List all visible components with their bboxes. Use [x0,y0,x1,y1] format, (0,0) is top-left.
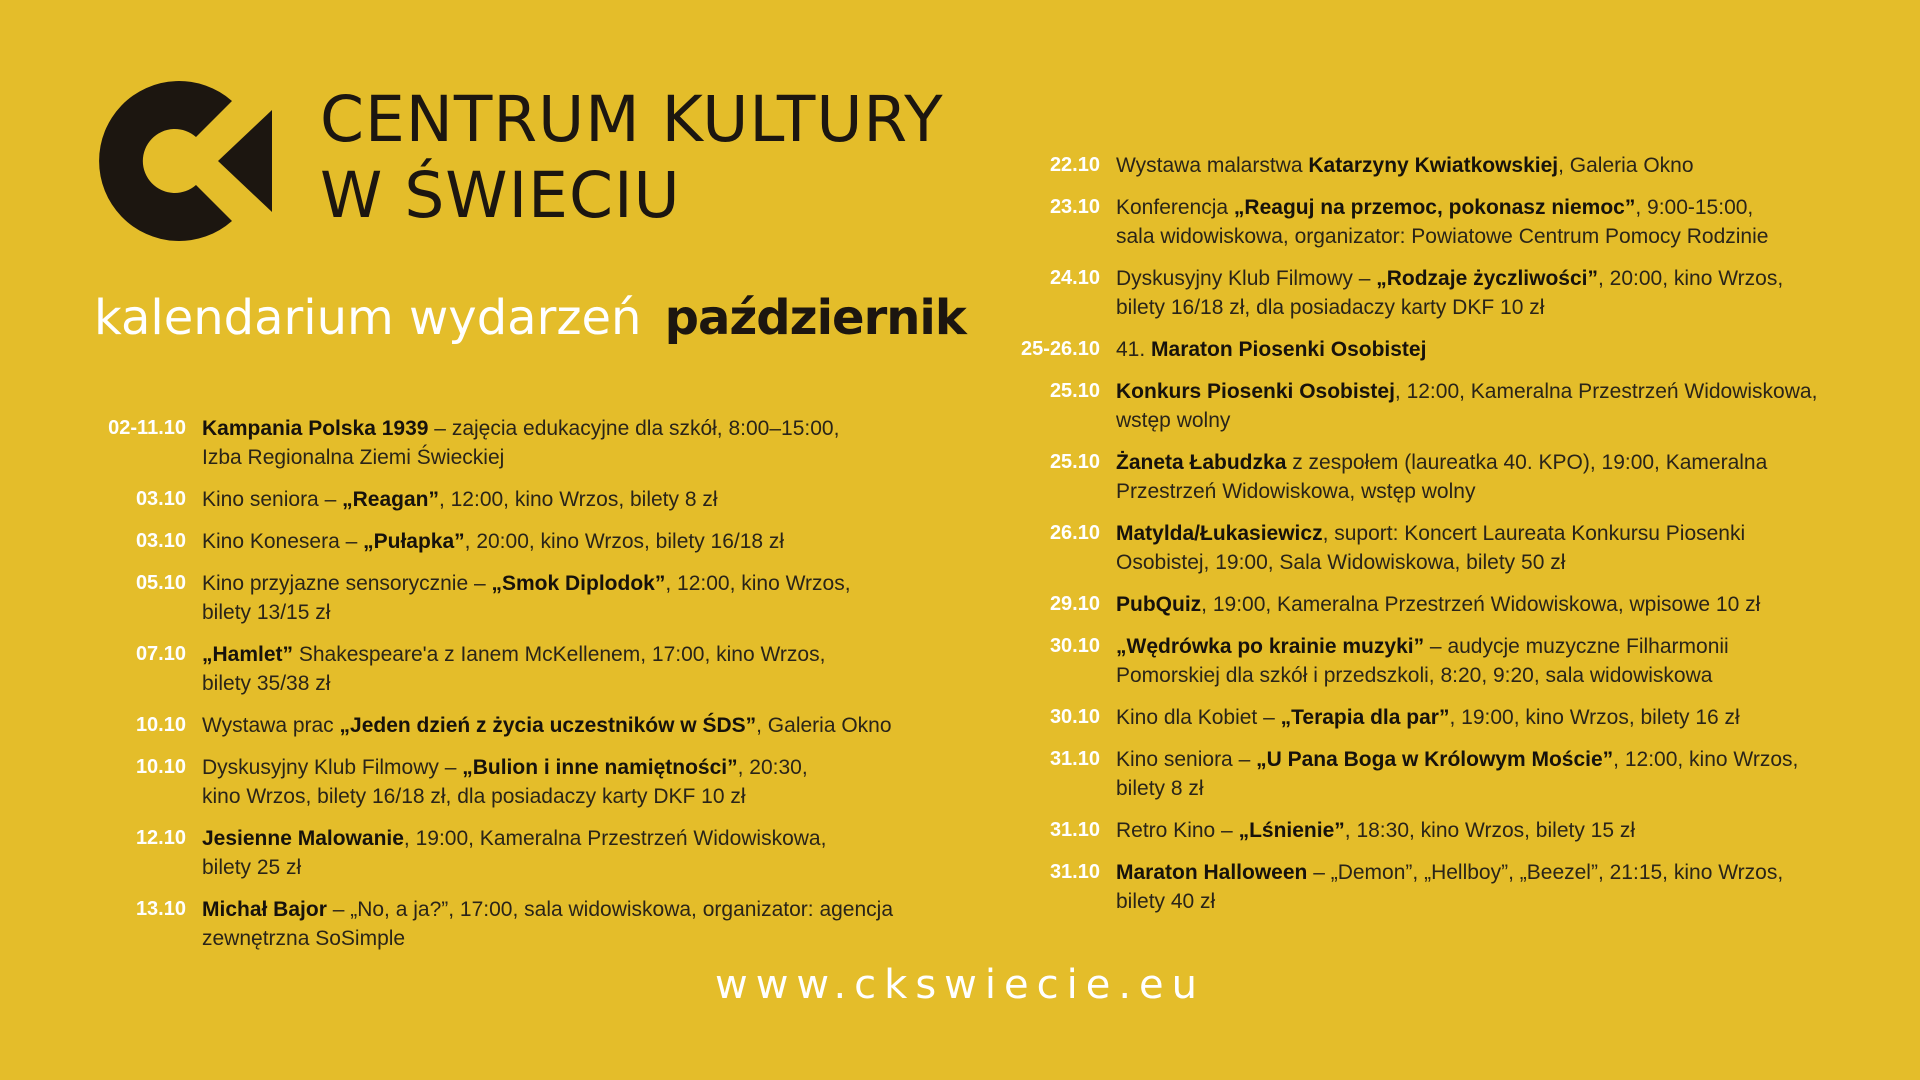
event-description [1116,377,1817,435]
event-text: Dyskusyjny Klub Filmowy – [202,756,463,779]
event-highlight: „Smok Diplodok” [491,572,666,595]
event-text: bilety 40 zł [1116,890,1216,913]
event-date: 25.10 [1049,380,1100,402]
event-item [40,753,893,811]
event-item [966,590,1817,619]
event-text: bilety 16/18 zł, dla posiadaczy karty DKF 10 zł [1116,296,1545,319]
event-text: Kino przyjazne sensorycznie – [202,572,492,595]
event-description [202,414,839,472]
event-description [1116,745,1798,803]
event-highlight: „Hamlet” [202,643,294,666]
event-date: 13.10 [135,898,186,920]
event-text: bilety 8 zł [1116,777,1204,800]
event-text: , 19:00, kino Wrzos, bilety 16 zł [1449,706,1740,729]
event-text: , 12:00, kino Wrzos, [665,572,851,595]
event-date: 30.10 [1049,706,1100,728]
event-item [966,335,1817,364]
event-description [1116,519,1745,577]
event-date: 24.10 [1049,267,1100,289]
event-item [966,448,1817,506]
event-text: , 12:00, Kameralna Przestrzeń Widowiskowa, [1394,380,1818,403]
event-text: Wystawa malarstwa [1116,154,1309,177]
event-text: , 12:00, kino Wrzos, [1613,748,1799,771]
event-text: , 20:30, [737,756,808,779]
event-description [1116,590,1760,619]
event-description [1116,858,1783,916]
event-text: – zajęcia edukacyjne dla szkół, 8:00–15:00, [428,417,840,440]
organization-name-line2: W ŚWIECIU [320,159,681,232]
event-highlight: Jesienne Malowanie [202,827,404,850]
event-text: Pomorskiej dla szkół i przedszkoli, 8:20, 9:20, sala widowiskowa [1116,664,1713,687]
website-link[interactable]: www.ckswiecie.eu [714,962,1205,1008]
event-description [1116,335,1426,364]
event-highlight: Maraton Halloween [1116,861,1308,884]
event-text: z zespołem (laureatka 40. KPO), 19:00, Kameralna [1286,451,1768,474]
event-date: 25-26.10 [1021,338,1100,360]
event-text: , Galeria Okno [1558,154,1694,177]
event-text: Kino Konesera – [202,530,364,553]
event-highlight: Kampania Polska 1939 [202,417,429,440]
event-text: bilety 25 zł [202,856,302,879]
event-description [1116,264,1783,322]
event-item [40,527,893,556]
event-description [202,711,892,740]
event-date: 05.10 [135,572,186,594]
event-description [202,527,784,556]
event-item [966,816,1817,845]
event-highlight: „Bulion i inne namiętności” [462,756,738,779]
event-item [966,151,1817,180]
event-text: Kino seniora – [1116,748,1257,771]
event-item [40,711,893,740]
calendar-month: październik [664,290,966,346]
event-highlight: „Reagan” [342,488,439,511]
event-text: Izba Regionalna Ziemi Świeckiej [202,446,505,469]
event-text: wstęp wolny [1116,409,1231,432]
event-description [202,753,808,811]
event-date: 07.10 [135,643,186,665]
event-date: 10.10 [135,714,186,736]
event-description [1116,151,1694,180]
event-highlight: „U Pana Boga w Królowym Moście” [1256,748,1614,771]
event-item [966,264,1817,322]
event-highlight: „Reaguj na przemoc, pokonasz niemoc” [1233,196,1636,219]
event-item [40,640,893,698]
event-highlight: „Jeden dzień z życia uczestników w ŚDS” [339,714,757,737]
event-date: 22.10 [1049,154,1100,176]
event-date: 10.10 [135,756,186,778]
event-description [1116,193,1768,251]
event-text: Shakespeare'a z Ianem McKellenem, 17:00, kino Wrzos, [293,643,826,666]
event-highlight: „Wędrówka po krainie muzyki” [1116,635,1425,658]
organization-name-line1: CENTRUM KULTURY [320,83,944,156]
event-text: – „No, a ja?”, 17:00, sala widowiskowa, organizator: agencja [326,898,894,921]
event-text: , suport: Koncert Laureata Konkursu Piosenki [1322,522,1746,545]
event-date: 02-11.10 [108,417,186,439]
event-text: – audycje muzyczne Filharmonii [1424,635,1729,658]
event-text: Retro Kino – [1116,819,1239,842]
event-item [966,377,1817,435]
event-date: 29.10 [1049,593,1100,615]
event-description [202,895,893,953]
event-date: 23.10 [1049,196,1100,218]
event-text: zewnętrzna SoSimple [202,927,406,950]
event-highlight: PubQuiz [1116,593,1202,616]
event-date: 12.10 [135,827,186,849]
event-highlight: Matylda/Łukasiewicz [1116,522,1323,545]
event-text: Przestrzeń Widowiskowa, wstęp wolny [1116,480,1476,503]
event-item [966,858,1817,916]
event-date: 03.10 [135,488,186,510]
event-item [40,569,893,627]
event-highlight: Żaneta Łabudzka [1116,451,1287,474]
event-description [202,569,851,627]
event-date: 31.10 [1049,748,1100,770]
calendar-subtitle: kalendarium wydarzeń [94,290,642,346]
event-text: kino Wrzos, bilety 16/18 zł, dla posiadaczy karty DKF 10 zł [202,785,746,808]
event-text: , 20:00, kino Wrzos, [1597,267,1784,290]
event-highlight: „Lśnienie” [1238,819,1345,842]
event-item [966,745,1817,803]
event-text: 41. [1116,338,1152,361]
event-description [1116,448,1767,506]
event-text: Konferencja [1116,196,1234,219]
event-text: , 19:00, Kameralna Przestrzeń Widowiskowa, wpisowe 10 zł [1201,593,1761,616]
event-item [40,485,893,514]
event-item [966,519,1817,577]
event-highlight: „Terapia dla par” [1280,706,1450,729]
event-text: Kino dla Kobiet – [1116,706,1281,729]
event-description [202,485,718,514]
event-highlight: Maraton Piosenki Osobistej [1151,338,1427,361]
event-date: 31.10 [1049,861,1100,883]
event-text: Wystawa prac [202,714,340,737]
event-description [1116,632,1729,690]
calendar-heading [94,290,966,346]
event-text: , 19:00, Kameralna Przestrzeń Widowiskowa, [403,827,827,850]
event-text: – „Demon”, „Hellboy”, „Beezel”, 21:15, kino Wrzos, [1307,861,1784,884]
event-text: , 9:00-15:00, [1635,196,1754,219]
event-text: bilety 13/15 zł [202,601,331,624]
event-item [40,824,893,882]
event-text: , Galeria Okno [756,714,892,737]
event-date: 26.10 [1049,522,1100,544]
event-description [202,824,826,882]
event-item [40,414,893,472]
event-description [202,640,825,698]
event-date: 31.10 [1049,819,1100,841]
event-item [40,895,893,953]
logo-icon [92,66,282,256]
event-description [1116,816,1635,845]
event-text: , 12:00, kino Wrzos, bilety 8 zł [438,488,718,511]
event-text: Kino seniora – [202,488,343,511]
event-item [966,632,1817,690]
event-date: 25.10 [1049,451,1100,473]
events-list-right [966,151,1817,929]
event-highlight: Konkurs Piosenki Osobistej [1116,380,1395,403]
event-highlight: Michał Bajor [202,898,327,921]
event-text: , 20:00, kino Wrzos, bilety 16/18 zł [464,530,785,553]
events-list-left [40,414,893,966]
event-date: 03.10 [135,530,186,552]
organization-name [320,82,944,234]
event-highlight: „Rodzaje życzliwości” [1376,267,1598,290]
event-text: sala widowiskowa, organizator: Powiatowe Centrum Pomocy Rodzinie [1116,225,1769,248]
event-text: , 18:30, kino Wrzos, bilety 15 zł [1344,819,1636,842]
event-highlight: „Pułapka” [363,530,465,553]
event-text: Dyskusyjny Klub Filmowy – [1116,267,1377,290]
event-item [966,193,1817,251]
event-text: Osobistej, 19:00, Sala Widowiskowa, bilety 50 zł [1116,551,1566,574]
event-description [1116,703,1740,732]
event-date: 30.10 [1049,635,1100,657]
event-text: bilety 35/38 zł [202,672,331,695]
event-highlight: Katarzyny Kwiatkowskiej [1308,154,1559,177]
event-item [966,703,1817,732]
